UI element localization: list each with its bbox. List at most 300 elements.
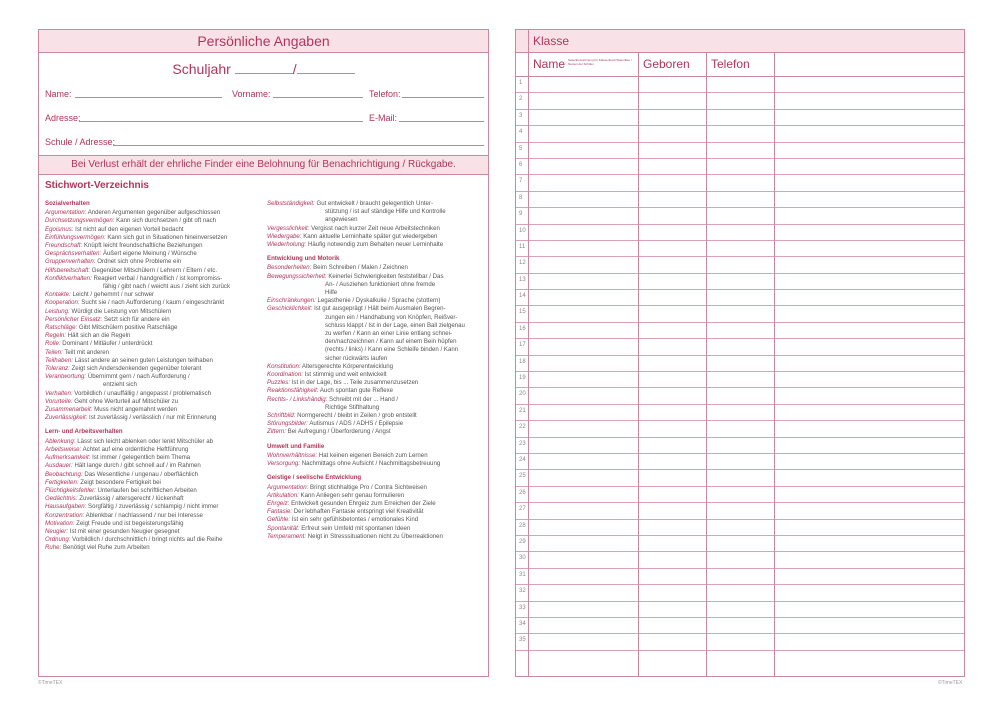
index-entry-keyword: Bewegungssicherheit: [267,272,327,280]
index-entry-text: Teilt mit anderen [64,348,110,356]
index-entry-keyword: Einfühlungsvermögen: [45,233,106,241]
index-entry-text: Würdigt die Leistung von Mitschülern [71,307,172,315]
index-entry-text: Ist nicht auf den eigenen Vorteil bedacht [75,225,184,233]
index-entry [267,200,485,208]
index-entry-keyword: Verantwortung: [45,373,87,381]
index-entry-text: Ist in der Lage, bis ... Teile zusammenzusetzen [291,379,419,387]
index-entry [267,379,485,387]
index-entry [45,340,259,348]
index-entry-text: Erfreut sein Umfeld mit spontanen Ideen [301,524,411,532]
index-entry [45,390,259,398]
index-entry [267,233,485,241]
index-entry-text: Entwickelt gesunden Ehrgeiz zum Erreichen der Ziele [291,499,436,507]
index-entry-text: Kann sich durchsetzen / gibt oft nach [116,217,217,225]
index-entry-continuation: zu werfen / Kann an einer Linie entlang schnei- [325,330,453,338]
index-entry-text: Autismus / ADS / ADHS / Epilepsie [309,420,404,428]
index-entry-text: Altersgerechte Körperentwicklung [301,362,394,370]
index-entry-continuation: Hilfe [325,289,338,297]
index-entry-keyword: Wohnverhältnisse: [267,451,318,459]
index-entry-text: Gibt Mitschülern positive Ratschläge [78,324,178,332]
index-entry [267,533,485,541]
index-entry-keyword: Artikulation: [267,491,299,499]
row-number: 6 [519,161,523,168]
index-entry-text: Lässt andere an seinen guten Leistungen teilhaben [74,356,213,364]
index-entry-text: Beim Schreiben / Malen / Zeichnen [313,264,408,272]
index-entry-keyword: Toleranz: [45,365,70,373]
index-entry [45,209,259,217]
index-entry-keyword: Störungsbilder: [267,420,308,428]
index-entry [267,420,485,428]
index-entry [45,365,259,373]
index-entry [45,267,259,275]
index-entry-continuation: den/nachzeichnen / Kann auf einem Bein hüpfen [325,338,457,346]
index-entry [45,512,259,520]
index-entry-keyword: Schriftbild: [267,412,296,420]
table-row[interactable] [516,257,964,273]
index-entry-text: Bringt stichhaltige Pro / Contra Sichtweisen [310,483,427,491]
footer-left: ©TimeTEX [38,680,63,686]
table-row[interactable] [516,339,964,355]
index-entry-keyword: Wiederholung: [267,241,307,249]
index-entry [45,234,259,242]
index-entry-keyword: Zuverlässigkeit: [45,414,88,422]
row-number: 35 [519,637,526,644]
index-entry-text: Ist mit einer gesunden Neugier gesegnet [69,527,180,535]
index-entry [267,371,485,379]
table-row[interactable] [516,520,964,536]
index-entry-text: Sucht sie / nach Aufforderung / kaum / eingeschränkt [81,299,225,307]
index-entry-text: Reagiert verbal / handgreiflich / ist kompromiss- [93,274,223,282]
telefon-label: Telefon: [369,89,401,99]
index-entry-keyword: Konfliktverhalten: [45,274,92,282]
vorname-field[interactable] [273,97,363,98]
index-entry-keyword: Spontanität: [267,524,300,532]
vorname-label: Vorname: [232,89,271,99]
index-entry-text: Zeigt Freude und ist begeisterungsfähig [76,519,184,527]
row-number: 20 [519,391,526,398]
table-row[interactable] [516,110,964,126]
table-row[interactable] [516,552,964,568]
row-number: 32 [519,588,526,595]
row-number: 18 [519,358,526,365]
index-entry [45,471,259,479]
index-entry [45,275,259,283]
index-entry [45,349,259,357]
index-entry-keyword: Verhalten: [45,389,73,397]
row-number: 12 [519,260,526,267]
telefon-field[interactable] [402,97,484,98]
personal-info-header: Persönliche Angaben [39,30,488,53]
index-entry-text: Hält lange durch / gibt schnell auf / im Rahmen [74,462,201,470]
index-entry [267,305,485,313]
index-entry [267,297,485,305]
row-number: 8 [519,194,523,201]
index-entry [267,428,485,436]
school-year-field-2[interactable] [297,61,355,74]
school-year-row [39,61,488,81]
row-number: 31 [519,571,526,578]
row-number: 26 [519,489,526,496]
table-row[interactable] [516,470,964,486]
school-year-field-1[interactable] [235,61,293,74]
index-entry-text: Schreibt mit der ... Hand / [329,395,399,403]
index-entry [267,363,485,371]
index-entry-keyword: Kontakte: [45,291,71,299]
row-number: 2 [519,96,523,103]
index-entry-continuation: Richtige Stifthaltung [325,403,380,411]
table-row[interactable] [516,388,964,404]
index-entry [267,273,485,281]
index-entry-keyword: Ordnung: [45,536,71,544]
table-row[interactable] [516,159,964,175]
index-entry-text: Gegenüber Mitschülern / Lehrern / Eltern / etc. [91,266,218,274]
index-entry-keyword: Besonderheiten: [267,264,312,272]
index-entry-keyword: Ruhe: [45,544,62,552]
row-number: 30 [519,555,526,562]
index-column-right [267,200,485,541]
class-table-rows [516,77,964,651]
index-entry [45,414,259,422]
schule-field[interactable] [113,145,484,146]
index-section-heading: Geistige / seelische Entwicklung [267,474,362,482]
row-number: 10 [519,227,526,234]
index-entry-keyword: Versorgung: [267,460,300,468]
index-entry-text: Unterlaufen bei schriftlichen Arbeiten [97,486,197,494]
personal-info-panel [38,29,489,677]
row-number: 17 [519,342,526,349]
table-row[interactable] [516,274,964,290]
index-entry [45,528,259,536]
table-row[interactable] [516,421,964,437]
table-row[interactable] [516,569,964,585]
index-entry-keyword: Geschicklichkeit: [267,305,313,313]
index-entry-continuation: schluss klappt / Ist in der Lage, einen Ball zielgenau [325,321,465,329]
index-entry [267,460,485,468]
index-entry-text: Ist ein sehr gefühlsbetontes / emotionales Kind [291,516,419,524]
table-divider [638,52,639,676]
table-row[interactable] [516,372,964,388]
index-entry [45,217,259,225]
index-entry [45,357,259,365]
class-table [516,52,964,651]
index-entry-keyword: Selbstständigkeit: [267,200,315,207]
table-divider [774,52,775,676]
index-entry-keyword: Gesprächsverhalten: [45,250,102,258]
table-row[interactable] [516,208,964,224]
index-entry-keyword: Wiedergabe: [267,232,302,240]
index-entry-text: Vergisst nach kurzer Zeit neue Arbeitstechniken [311,224,440,232]
index-entry-text: Knüpft leicht freundschaftliche Beziehungen [83,242,203,250]
index-title: Stichwort-Verzeichnis [45,180,149,191]
row-number: 4 [519,129,523,136]
index-entry-keyword: Rolle: [45,340,61,348]
row-number: 27 [519,506,526,513]
index-entry-keyword: Freundschaft: [45,242,83,250]
index-entry-text: Ordnet sich ohne Probleme ein [97,258,182,266]
index-entry-keyword: Argumentation: [45,209,87,217]
table-row[interactable] [516,290,964,306]
index-entry-text: Vorbildlich / unauffällig / angepasst / problematisch [74,389,212,397]
index-entry [267,492,485,500]
index-entry-keyword: Fertigkeiten: [45,478,79,486]
index-entry-keyword: Beobachtung: [45,470,83,478]
row-number: 28 [519,522,526,529]
email-label: E-Mail: [369,113,398,123]
row-number: 15 [519,309,526,316]
email-field[interactable] [399,121,484,122]
index-entry-keyword: Teilhaben: [45,356,73,364]
index-entry [267,396,485,404]
index-entry-text: Leicht / gehemmt / nur schwer [72,291,155,299]
index-entry-text: Äußert eigene Meinung / Wünsche [102,250,197,258]
class-header [516,30,964,53]
table-row[interactable] [516,323,964,339]
index-column-left [45,200,259,553]
col-name-note: Seitenbezeichnung für Klassenbuch/Notenliste / Namen der Schüler [568,58,632,66]
index-entry-text: Nachmittags ohne Aufsicht / Nachmittagsbetreuung [301,460,441,468]
col-geboren-header: Geboren [643,57,690,71]
table-divider [706,52,707,676]
index-entry-keyword: Temperament: [267,532,307,540]
index-entry-keyword: Hausaufgaben: [45,503,87,511]
index-entry-keyword: Einschränkungen: [267,297,316,305]
index-entry [45,291,259,299]
index-entry-continuation: fähig / gibt nach / weicht aus / zieht sich zurück [103,283,231,291]
index-entry-text: Ist gut ausgeprägt / Hält beim Ausmalen Begren- [314,305,446,313]
row-number: 19 [519,375,526,382]
index-entry-text: Normgerecht / bleibt in Zeilen / grob entstellt [297,412,417,420]
table-row[interactable] [516,634,964,650]
table-row[interactable] [516,126,964,142]
table-row[interactable] [516,602,964,618]
index-entry [45,495,259,503]
index-entry-keyword: Ausdauer: [45,462,73,470]
index-entry [45,544,259,552]
index-entry [45,250,259,258]
index-entry-keyword: Ehrgeiz: [267,499,290,507]
index-entry [267,264,485,272]
index-entry-keyword: Aufmerksamkeit: [45,454,91,462]
index-entry-text: Muss nicht angemahnt werden [94,406,178,414]
index-entry [45,242,259,250]
index-entry-keyword: Argumentation: [267,483,309,491]
index-entry [45,536,259,544]
index-entry-text: Zeigt sich Andersdenkenden gegenüber tolerant [71,365,202,373]
index-entry-text: Keinerlei Schwierigkeiten feststellbar / Das [328,272,444,280]
reward-notice: Bei Verlust erhält der ehrliche Finder eine Belohnung für Benachrichtigung / Rückgabe. [39,155,488,175]
index-section-heading: Lern- und Arbeitsverhalten [45,428,123,436]
row-number: 11 [519,243,526,250]
index-entry-text: Bei Aufregung / Überforderung / Angst [287,428,391,436]
index-entry [45,332,259,340]
index-entry-keyword: Regeln: [45,332,67,340]
index-entry-text: Ist zuverlässig / verlässlich / nur mit Erinnerung [89,414,217,422]
index-entry [267,387,485,395]
school-year-label: Schuljahr [172,61,231,77]
index-entry-continuation: angewiesen [325,216,358,224]
index-entry-keyword: Konstitution: [267,362,301,370]
table-row[interactable] [516,438,964,454]
index-entry-keyword: Kooperation: [45,299,80,307]
index-entry [45,462,259,470]
table-divider [528,30,529,676]
index-entry-continuation: entzieht sich [103,381,137,389]
index-entry [45,406,259,414]
index-entry-keyword: Konzentration: [45,511,85,519]
index-entry-text: Kann Anliegen sehr genau formulieren [300,491,405,499]
table-row[interactable] [516,77,964,93]
table-row[interactable] [516,143,964,159]
index-entry-text: Häufig notwendig zum Behalten neuer Lerninhalte [307,241,444,249]
table-row[interactable] [516,192,964,208]
index-entry-continuation: An- / Ausziehen funktioniert ohne fremde [325,280,436,288]
index-entry-text: Zuverlässig / altersgerecht / lückenhaft [79,495,184,503]
index-section-heading: Umwelt und Familie [267,442,325,450]
index-entry-keyword: Hilfsbereitschaft: [45,266,91,274]
index-entry-keyword: Vergesslichkeit: [267,224,310,232]
index-entry [45,520,259,528]
index-entry-continuation: (rechts / links) / Kann eine Schleife binden / Kann [325,346,459,354]
index-entry-text: Anderen Argumenten gegenüber aufgeschlossen [87,209,221,217]
index-entry-text: Hat keinen eigenen Bereich zum Lernen [318,451,428,459]
index-entry [267,225,485,233]
index-entry-text: Neigt in Stresssituationen nicht zu Überreaktionen [307,532,443,540]
index-entry-keyword: Gedächtnis: [45,495,78,503]
index-entry-text: Das Wesentliche / ungenau / oberflächlich [84,470,199,478]
index-entry-keyword: Koordination: [267,371,303,379]
table-row[interactable] [516,454,964,470]
index-entry-keyword: Gruppenverhalten: [45,258,96,266]
index-entry-continuation: sicher rückwärts laufen [325,354,388,362]
index-entry [45,226,259,234]
index-entry-text: Kann sich gut in Situationen hineinversetzen [107,233,228,241]
index-entry-text: Sorgfältig / zuverlässig / schlampig / nicht immer [88,503,219,511]
index-entry-text: Ist stimmig und weit entwickelt [304,371,387,379]
index-entry-text: Zeigt besondere Fertigkeit bei [80,478,161,486]
table-row[interactable] [516,536,964,552]
index-entry-keyword: Arbeitsweise: [45,445,82,453]
index-entry [45,503,259,511]
row-number: 1 [519,80,523,86]
adresse-field[interactable] [79,121,363,122]
index-entry-text: Vorbildlich / durchschnittlich / bringt nichts auf die Reihe [72,536,223,544]
index-entry-keyword: Flüchtigkeitsfehler: [45,486,96,494]
index-entry-keyword: Egoismus: [45,225,74,233]
row-number: 29 [519,538,526,545]
row-number: 33 [519,604,526,611]
index-entry-text: Auch spontan gute Reflexe [319,387,394,395]
index-entry-text: Lässt sich leicht ablenken oder lenkt Mitschüler ab [77,437,214,445]
table-row[interactable] [516,405,964,421]
table-row[interactable] [516,225,964,241]
index-entry [267,452,485,460]
index-entry [267,525,485,533]
index-entry [267,500,485,508]
col-telefon-header: Telefon [711,57,750,71]
row-number: 24 [519,456,526,463]
index-entry-keyword: Zusammenarbeit: [45,406,93,414]
table-row[interactable] [516,618,964,634]
index-entry-text: Ablenkbar / nachlassend / nur bei Interesse [85,511,203,519]
row-number: 34 [519,620,526,627]
table-row[interactable] [516,241,964,257]
index-entry [45,316,259,324]
row-number: 5 [519,145,523,152]
index-entry-keyword: Persönlicher Einsatz: [45,315,103,323]
index-entry-keyword: Ablenkung: [45,437,76,445]
index-entry-text: Gut entwickelt / braucht gelegentlich Unter- [316,200,433,207]
index-entry-text: Der lebhaften Fantasie entspringt viel Kreativität [293,508,424,516]
table-row[interactable] [516,356,964,372]
index-entry-continuation: zungen ein / Handhabung von Knöpfen, Reißver- [325,313,458,321]
class-label: Klasse [533,34,570,48]
index-entry-keyword: Gefühle: [267,516,291,524]
schule-label: Schule / Adresse: [45,137,116,147]
index-entry-text: Kann aktuelle Lerninhalte später gut wiedergeben [303,232,438,240]
index-entry-keyword: Puzzles: [267,379,291,387]
table-row[interactable] [516,585,964,601]
index-entry-keyword: Durchsetzungsvermögen: [45,217,115,225]
index-entry [267,241,485,249]
index-entry-keyword: Motivation: [45,519,75,527]
index-entry-keyword: Reaktionsfähigkeit: [267,387,319,395]
index-entry-text: Geht ohne Werturteil auf Mitschüler zu [74,397,179,405]
index-entry-text: Ist immer / gelegentlich beim Thema [92,454,191,462]
footer-right: ©TimeTEX [938,680,963,686]
index-entry [45,299,259,307]
table-row[interactable] [516,487,964,503]
row-number: 14 [519,293,526,300]
index-entry-keyword: Neugier: [45,527,69,535]
index-entry-text: Dominant / Mitläufer / unterdrückt [62,340,153,348]
index-entry [45,308,259,316]
row-number: 16 [519,325,526,332]
school-year-separator: / [292,61,297,77]
index-entry-keyword: Rechts- / Linkshändig: [267,395,328,403]
index-entry [45,324,259,332]
index-entry [267,508,485,516]
table-row[interactable] [516,306,964,322]
row-number: 7 [519,178,523,185]
row-number: 22 [519,424,526,431]
class-table-header [516,52,964,77]
index-entry-keyword: Teilen: [45,348,63,356]
index-entry [267,516,485,524]
index-entry [45,446,259,454]
name-field[interactable] [75,97,222,98]
table-row[interactable] [516,503,964,519]
index-entry-text: Übernimmt gern / nach Aufforderung / [87,373,190,381]
row-number: 9 [519,211,523,218]
index-entry-text: Benötigt viel Ruhe zum Arbeiten [62,544,150,552]
index-entry-text: Legasthenie / Dyskalkulie / Sprache (stottern) [317,297,441,305]
index-section-heading: Entwicklung und Motorik [267,255,340,263]
index-entry-keyword: Leistung: [45,307,70,315]
index-entry [267,412,485,420]
col-name-header: Name [533,57,566,71]
class-list-panel [515,29,965,677]
index-entry-continuation: stützung / ist auf ständige Hilfe und Kontrolle [325,208,446,216]
index-entry [45,398,259,406]
index-entry [45,258,259,266]
table-row[interactable] [516,175,964,191]
index-entry [45,373,259,381]
index-section-heading: Sozialverhalten [45,200,90,207]
row-number: 25 [519,473,526,480]
index-entry [45,479,259,487]
index-entry-keyword: Fantasie: [267,508,293,516]
table-row[interactable] [516,93,964,109]
